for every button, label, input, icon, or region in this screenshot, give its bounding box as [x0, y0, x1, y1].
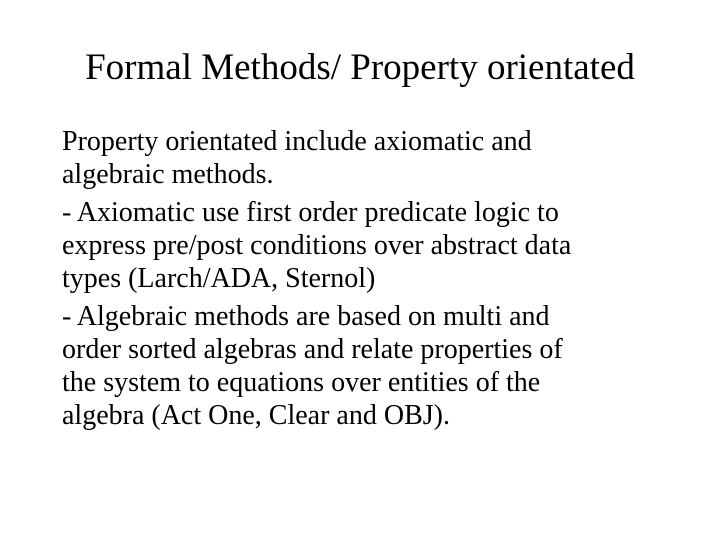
body-line: the system to equations over entities of the — [62, 367, 541, 398]
body-paragraph-algebraic — [62, 300, 682, 432]
body-line: - Axiomatic use first order predicate logic to — [62, 197, 559, 228]
body-line: algebra (Act One, Clear and OBJ). — [62, 400, 450, 431]
body-paragraph-axiomatic — [62, 196, 682, 295]
body-line: Property orientated include axiomatic and — [62, 126, 532, 157]
slide-body — [62, 125, 682, 437]
slide-title: Formal Methods/ Property orientated — [85, 47, 635, 88]
body-line: algebraic methods. — [62, 159, 274, 190]
body-line: order sorted algebras and relate properties of — [62, 334, 563, 365]
body-line: - Algebraic methods are based on multi and — [62, 301, 550, 332]
body-paragraph-intro — [62, 125, 682, 191]
body-line: express pre/post conditions over abstract data — [62, 230, 572, 261]
body-line: types (Larch/ADA, Sternol) — [62, 263, 376, 294]
